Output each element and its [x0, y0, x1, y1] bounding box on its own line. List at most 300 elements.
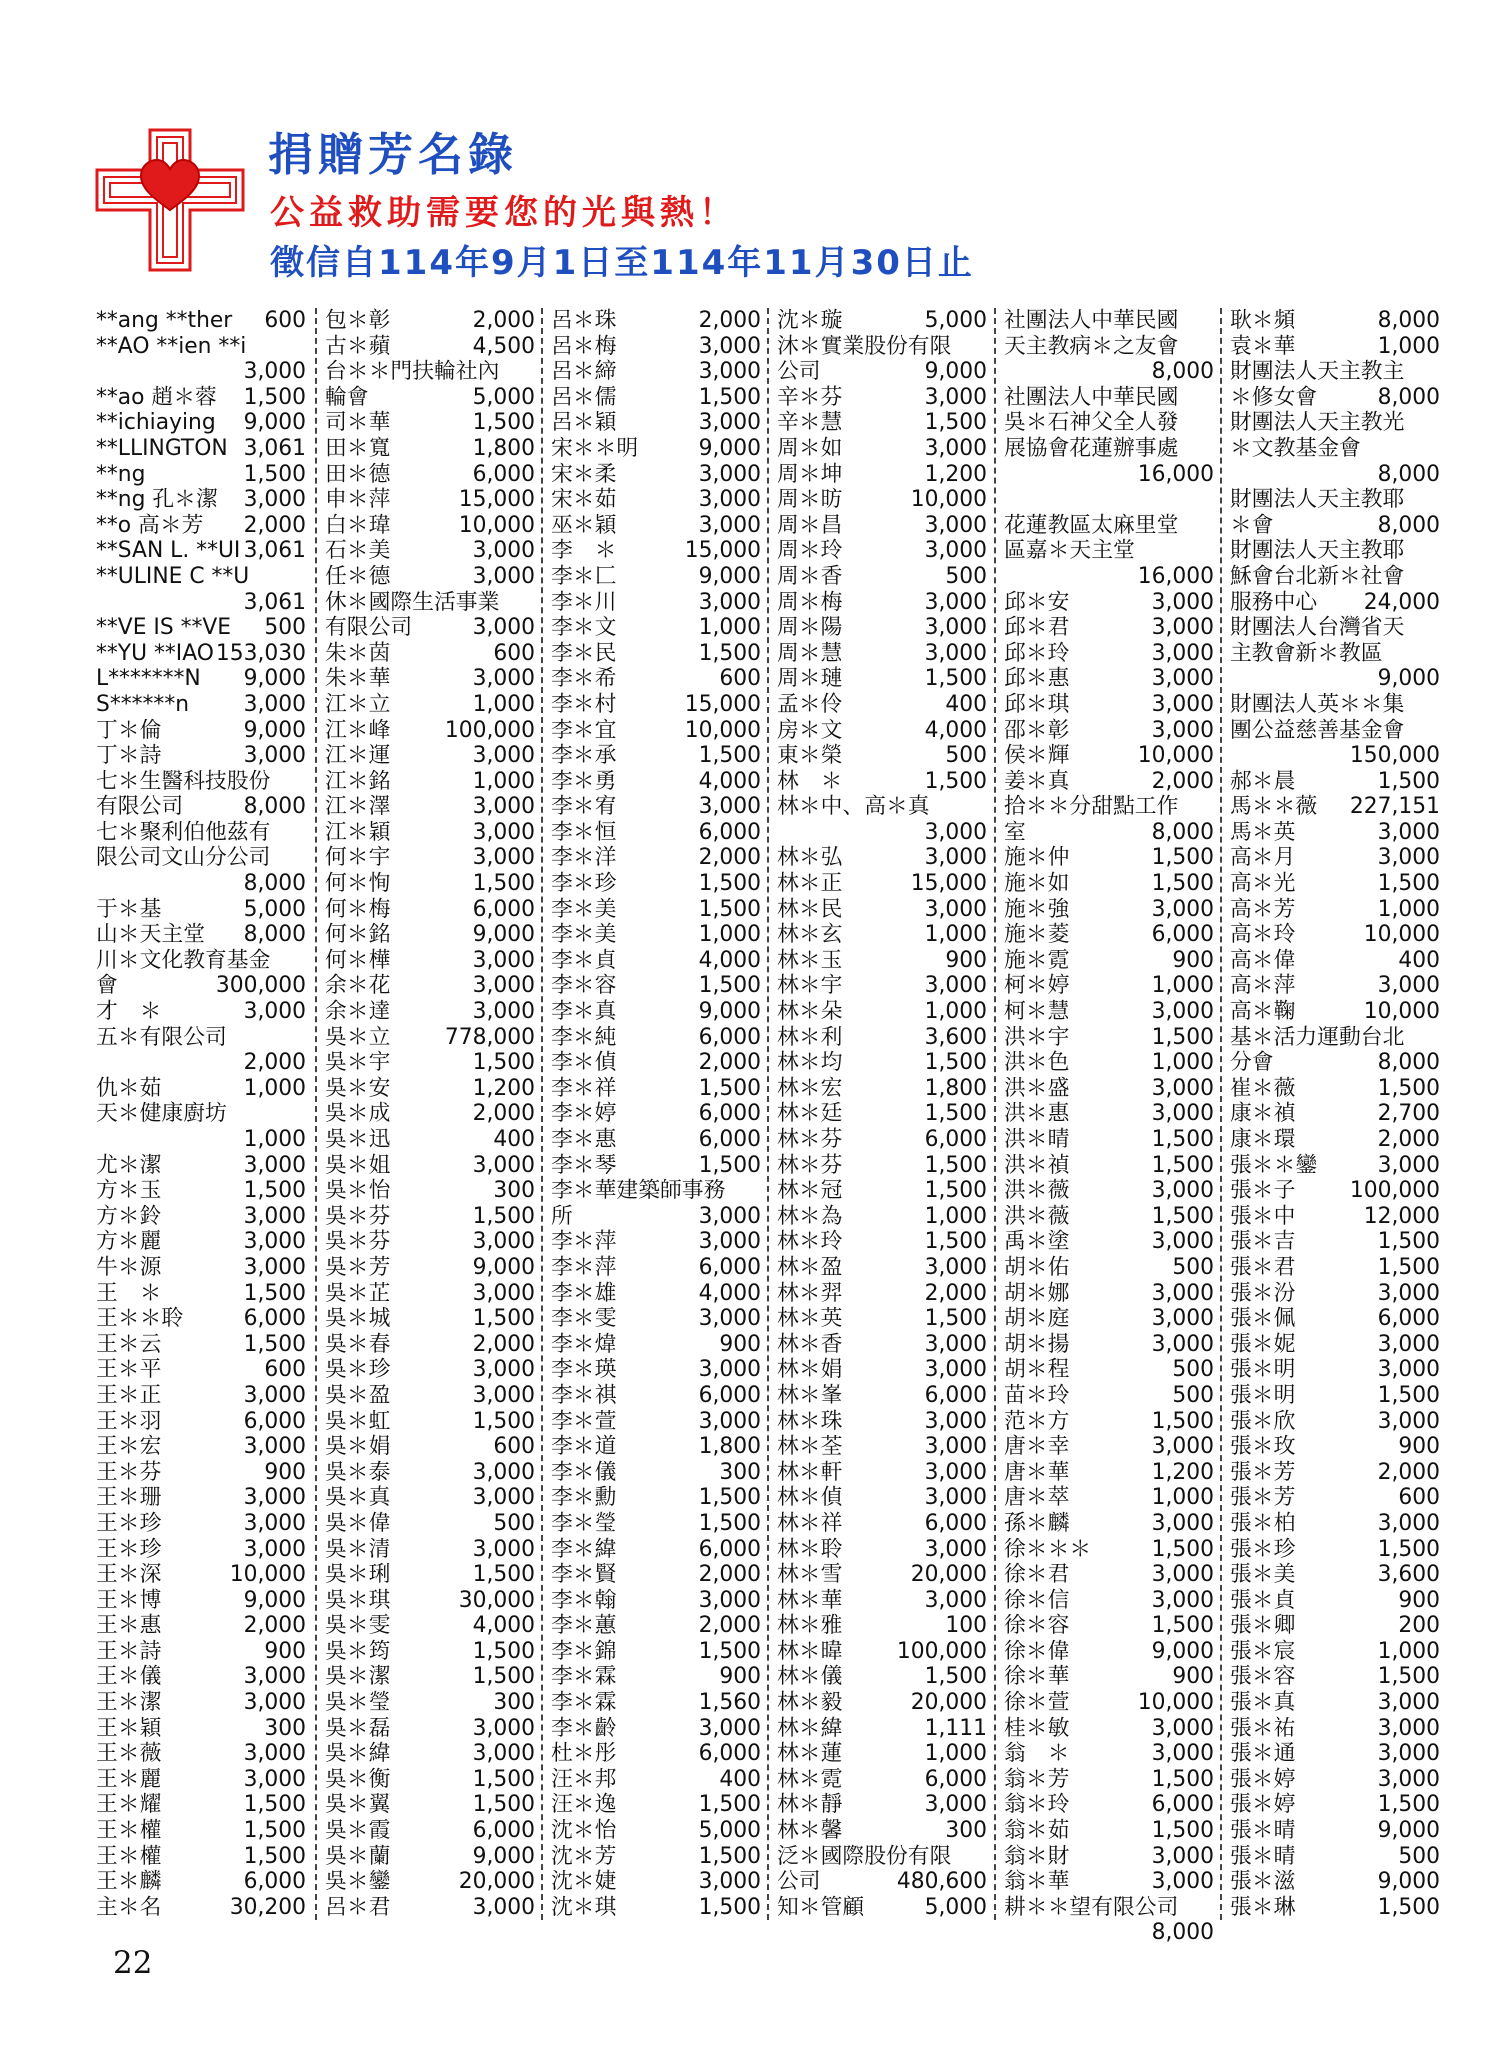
donor-row — [325, 666, 535, 692]
donor-row — [1004, 538, 1214, 564]
donor-row — [325, 1664, 535, 1690]
donor-row — [551, 462, 761, 488]
donor-row — [325, 820, 535, 846]
donor-name: 牛＊源 — [96, 1254, 162, 1280]
donor-row — [1230, 410, 1440, 436]
donor-name: 知＊管顧 — [777, 1894, 865, 1920]
donor-name: 林 ＊ — [777, 768, 843, 794]
donor-name: 張＊婷 — [1230, 1792, 1296, 1818]
donor-row — [325, 769, 535, 795]
donor-name: 財團法人天主教耶 — [1230, 538, 1405, 564]
donor-row — [1230, 436, 1440, 462]
donation-amount: 3,000 — [243, 1664, 306, 1690]
donation-amount: 5,000 — [924, 1894, 987, 1920]
donor-row — [1004, 1101, 1214, 1127]
donor-row — [96, 692, 306, 718]
donor-row — [777, 769, 987, 795]
donor-row — [96, 564, 306, 590]
donor-row — [325, 1434, 535, 1460]
donation-amount: 3,000 — [472, 563, 535, 589]
donor-name: 李＊齡 — [551, 1715, 617, 1741]
donor-row — [1004, 615, 1214, 641]
donor-name: 朱＊茵 — [325, 640, 391, 666]
donor-row — [1004, 1255, 1214, 1281]
donation-amount: 500 — [1172, 1382, 1214, 1408]
donor-row — [551, 436, 761, 462]
donor-row — [325, 1537, 535, 1563]
donor-name: 沈＊琪 — [551, 1894, 617, 1920]
donation-amount: 3,000 — [1151, 1434, 1214, 1460]
donor-row — [96, 1434, 306, 1460]
donor-row — [551, 410, 761, 436]
donor-row — [1004, 743, 1214, 769]
donor-name: 翁＊華 — [1004, 1869, 1070, 1895]
donor-name: 包＊彰 — [325, 308, 391, 333]
donor-name: 林＊玉 — [777, 947, 843, 973]
donor-name: 吳＊盈 — [325, 1382, 391, 1408]
donation-amount: 1,800 — [924, 1075, 987, 1101]
donation-amount: 1,000 — [1151, 1485, 1214, 1511]
donor-row — [1230, 999, 1440, 1025]
donor-name: 王＊詩 — [96, 1638, 162, 1664]
donation-amount: 1,000 — [924, 1203, 987, 1229]
donor-row — [325, 436, 535, 462]
donor-row — [1230, 1844, 1440, 1870]
donation-amount: 3,000 — [924, 1254, 987, 1280]
donation-amount: 600 — [493, 1434, 535, 1460]
donor-row — [96, 1613, 306, 1639]
donor-name: 李＊道 — [551, 1434, 617, 1460]
donor-name: 張＊芳 — [1230, 1485, 1296, 1511]
donor-row — [1230, 922, 1440, 948]
donor-row — [777, 1306, 987, 1332]
donor-row — [551, 1537, 761, 1563]
donor-row — [1230, 564, 1440, 590]
donor-name: **YU **IAO — [96, 640, 214, 666]
donation-amount: 3,000 — [472, 1485, 535, 1511]
donor-row — [551, 1229, 761, 1255]
donation-amount: 9,000 — [1377, 1869, 1440, 1895]
donation-amount: 500 — [945, 743, 987, 769]
donation-amount: 100,000 — [896, 1638, 987, 1664]
donor-name: 李＊婷 — [551, 1101, 617, 1127]
donor-name: 馬＊英 — [1230, 819, 1296, 845]
donor-row — [96, 538, 306, 564]
donor-name: 李＊恒 — [551, 819, 617, 845]
donation-amount: 2,000 — [698, 845, 761, 871]
donor-name: 方＊玉 — [96, 1178, 162, 1204]
donor-row — [1004, 820, 1214, 846]
donor-row — [777, 410, 987, 436]
donation-amount: 3,000 — [698, 1869, 761, 1895]
donor-name: 翁＊芳 — [1004, 1766, 1070, 1792]
donation-amount: 3,000 — [698, 1229, 761, 1255]
donation-amount: 3,000 — [243, 691, 306, 717]
donor-row — [1004, 948, 1214, 974]
donor-name: 邵＊彰 — [1004, 717, 1070, 743]
donor-name: 邱＊惠 — [1004, 666, 1070, 692]
donor-name: 白＊瑋 — [325, 512, 391, 538]
donor-row — [777, 1050, 987, 1076]
donor-row — [551, 1792, 761, 1818]
donor-row — [551, 769, 761, 795]
donor-name: **ao 趙＊蓉 — [96, 384, 217, 410]
donor-row — [1004, 1485, 1214, 1511]
donation-amount: 8,000 — [243, 871, 306, 897]
donation-amount: 3,000 — [243, 1536, 306, 1562]
donation-amount: 15,000 — [684, 538, 761, 564]
donor-name: 何＊銘 — [325, 922, 391, 948]
donor-row — [777, 1895, 987, 1921]
donor-row — [325, 385, 535, 411]
donor-name: 林＊宇 — [777, 973, 843, 999]
donation-amount: 1,000 — [924, 1741, 987, 1767]
donor-name: 李＊宜 — [551, 717, 617, 743]
donor-name: 桂＊敏 — [1004, 1715, 1070, 1741]
donor-name: 禹＊塗 — [1004, 1229, 1070, 1255]
donor-row — [551, 1511, 761, 1537]
donor-row — [551, 1741, 761, 1767]
donation-amount: 6,000 — [924, 1382, 987, 1408]
donor-row — [96, 334, 306, 360]
donor-row — [96, 1229, 306, 1255]
donor-row — [96, 1050, 306, 1076]
donation-amount: 1,000 — [698, 922, 761, 948]
donation-amount: 3,000 — [1151, 1306, 1214, 1332]
donation-amount: 3,000 — [698, 1306, 761, 1332]
donation-amount: 1,500 — [472, 1664, 535, 1690]
donation-amount: 3,061 — [243, 589, 306, 615]
donor-name: 林＊馨 — [777, 1818, 843, 1844]
donor-name: 李＊純 — [551, 1024, 617, 1050]
donor-name: 孟＊伶 — [777, 691, 843, 717]
donation-amount: 10,000 — [1363, 922, 1440, 948]
donor-row — [96, 1844, 306, 1870]
donation-amount: 1,200 — [924, 461, 987, 487]
donor-row — [1230, 769, 1440, 795]
donation-amount: 3,000 — [924, 819, 987, 845]
donation-amount: 6,000 — [472, 896, 535, 922]
donor-name: 何＊梅 — [325, 896, 391, 922]
donor-row — [325, 410, 535, 436]
donor-row — [551, 1332, 761, 1358]
donor-name: 沈＊婕 — [551, 1869, 617, 1895]
donor-row — [777, 1844, 987, 1870]
donor-row — [1230, 590, 1440, 616]
donor-name: 施＊如 — [1004, 871, 1070, 897]
donation-amount: 8,000 — [1377, 308, 1440, 333]
donor-name: 吳＊成 — [325, 1101, 391, 1127]
donor-name: S******n — [96, 691, 190, 717]
donor-row — [325, 334, 535, 360]
donor-row — [1004, 436, 1214, 462]
donor-row — [96, 1460, 306, 1486]
donor-row — [1004, 513, 1214, 539]
donor-row — [1230, 462, 1440, 488]
donation-amount: 1,500 — [698, 1792, 761, 1818]
donor-name: 吳＊宇 — [325, 1050, 391, 1076]
donor-column — [1004, 308, 1214, 1946]
donor-row — [777, 1485, 987, 1511]
donor-row — [325, 1716, 535, 1742]
donor-row — [1230, 1101, 1440, 1127]
donor-name: 林＊儀 — [777, 1664, 843, 1690]
donation-amount: 1,500 — [1151, 1024, 1214, 1050]
donor-row — [551, 359, 761, 385]
donor-row — [1004, 1434, 1214, 1460]
donor-row — [777, 845, 987, 871]
donor-column — [551, 308, 761, 1920]
donor-name: 江＊立 — [325, 691, 391, 717]
donor-row — [1230, 666, 1440, 692]
donation-amount: 3,000 — [472, 973, 535, 999]
donation-amount: 150,000 — [1349, 743, 1440, 769]
donation-amount: 3,000 — [698, 333, 761, 359]
donor-row — [1004, 1741, 1214, 1767]
donor-name: 邱＊琪 — [1004, 691, 1070, 717]
donor-name: 房＊文 — [777, 717, 843, 743]
donor-name: 李＊珍 — [551, 871, 617, 897]
donation-amount: 1,500 — [1377, 1664, 1440, 1690]
donor-row — [325, 922, 535, 948]
donor-name: 李＊蕙 — [551, 1613, 617, 1639]
donor-row — [1004, 1127, 1214, 1153]
donor-row — [777, 359, 987, 385]
donor-name: 公司 — [777, 359, 821, 385]
donor-name: 石＊美 — [325, 538, 391, 564]
donation-amount: 1,500 — [1151, 871, 1214, 897]
donor-row — [551, 666, 761, 692]
donation-amount: 200 — [1398, 1613, 1440, 1639]
donor-name: 李＊美 — [551, 896, 617, 922]
donor-row — [777, 666, 987, 692]
donor-row — [96, 1639, 306, 1665]
donor-name: 江＊澤 — [325, 794, 391, 820]
donor-row — [1230, 1383, 1440, 1409]
donor-name: 林＊玄 — [777, 922, 843, 948]
donation-amount: 3,000 — [243, 1382, 306, 1408]
donor-row — [325, 1357, 535, 1383]
donor-name: 林＊為 — [777, 1203, 843, 1229]
donor-row — [1230, 513, 1440, 539]
donor-name: 張＊君 — [1230, 1254, 1296, 1280]
donation-amount: 153,030 — [215, 640, 306, 666]
donation-amount: 3,000 — [698, 487, 761, 513]
donor-row — [777, 1076, 987, 1102]
donor-name: 汪＊邦 — [551, 1766, 617, 1792]
donation-amount: 500 — [945, 563, 987, 589]
donation-amount: 8,000 — [1151, 359, 1214, 385]
donation-amount: 3,000 — [243, 1254, 306, 1280]
donor-name: 呂＊締 — [551, 359, 617, 385]
donor-row — [1230, 1050, 1440, 1076]
donor-row — [1230, 385, 1440, 411]
donor-row — [96, 718, 306, 744]
donor-name: ＊修女會 — [1230, 384, 1318, 410]
donor-row — [325, 513, 535, 539]
donor-row — [1004, 692, 1214, 718]
donor-row — [551, 1025, 761, 1051]
donor-row — [1230, 1895, 1440, 1921]
donation-amount: 1,500 — [1151, 1203, 1214, 1229]
donor-row — [551, 794, 761, 820]
donor-row — [1004, 1767, 1214, 1793]
donation-amount: 3,000 — [1377, 1715, 1440, 1741]
donor-row — [1004, 1716, 1214, 1742]
donation-amount: 9,000 — [698, 435, 761, 461]
donor-row — [96, 845, 306, 871]
donor-column — [96, 308, 306, 1920]
donation-amount: 3,000 — [1377, 1280, 1440, 1306]
donor-row — [96, 743, 306, 769]
donor-row — [551, 1869, 761, 1895]
donor-name: 胡＊庭 — [1004, 1306, 1070, 1332]
donation-amount: 3,000 — [1151, 1331, 1214, 1357]
donation-amount: 3,000 — [472, 1280, 535, 1306]
donation-amount: 6,000 — [698, 819, 761, 845]
donor-name: 主＊名 — [96, 1894, 162, 1920]
donation-amount: 1,500 — [1151, 845, 1214, 871]
donor-row — [325, 462, 535, 488]
donor-name: 李＊川 — [551, 589, 617, 615]
donation-amount: 500 — [493, 1510, 535, 1536]
donation-amount: 9,000 — [472, 1254, 535, 1280]
donation-amount: 2,000 — [698, 308, 761, 333]
donor-row — [96, 871, 306, 897]
donation-amount: 1,500 — [472, 871, 535, 897]
donor-name: **ichiaying — [96, 410, 216, 436]
donor-name: 李＊緯 — [551, 1536, 617, 1562]
donor-name: 方＊鈴 — [96, 1203, 162, 1229]
donor-name: 張＊中 — [1230, 1203, 1296, 1229]
donor-row — [1230, 1357, 1440, 1383]
donor-row — [1230, 1460, 1440, 1486]
donor-row — [1230, 359, 1440, 385]
donor-row — [96, 948, 306, 974]
donor-name: 徐＊信 — [1004, 1587, 1070, 1613]
donation-amount: 1,500 — [1151, 1766, 1214, 1792]
donation-amount: 6,000 — [243, 1306, 306, 1332]
donor-name: 林＊雅 — [777, 1613, 843, 1639]
donation-amount: 3,000 — [472, 1459, 535, 1485]
donation-amount: 3,000 — [243, 1690, 306, 1716]
donor-row — [325, 1306, 535, 1332]
donation-amount: 10,000 — [910, 487, 987, 513]
donor-row — [1230, 1690, 1440, 1716]
donor-name — [1004, 487, 1214, 513]
donor-row — [551, 1460, 761, 1486]
donor-name: 張＊欣 — [1230, 1408, 1296, 1434]
donation-amount: 5,000 — [243, 896, 306, 922]
donation-amount: 1,000 — [1151, 973, 1214, 999]
donation-amount: 1,500 — [1151, 1152, 1214, 1178]
donation-amount: 1,560 — [698, 1690, 761, 1716]
donor-name: 財團法人天主教光 — [1230, 410, 1405, 436]
donor-row — [551, 590, 761, 616]
donation-amount: 3,000 — [472, 1152, 535, 1178]
donor-name: 江＊峰 — [325, 717, 391, 743]
donor-name: 王＊穎 — [96, 1715, 162, 1741]
donation-amount: 10,000 — [684, 717, 761, 743]
donation-amount: 600 — [264, 1357, 306, 1383]
donor-row — [777, 334, 987, 360]
donation-amount: 2,000 — [243, 1613, 306, 1639]
donation-amount: 1,000 — [924, 999, 987, 1025]
donor-row — [1004, 1281, 1214, 1307]
donor-name: 張＊子 — [1230, 1178, 1296, 1204]
donation-amount: 2,000 — [1377, 1127, 1440, 1152]
donation-amount: 2,000 — [1151, 768, 1214, 794]
donor-name: 吳＊怡 — [325, 1178, 391, 1204]
donation-amount: 3,000 — [1151, 666, 1214, 692]
donor-name: 吳＊蘭 — [325, 1843, 391, 1869]
donation-amount: 900 — [264, 1459, 306, 1485]
donor-row — [551, 385, 761, 411]
donation-amount: 3,000 — [243, 743, 306, 769]
donor-name: 展協會花蓮辦事處 — [1004, 435, 1179, 461]
donor-name: 林＊芬 — [777, 1127, 843, 1152]
donor-name: 仇＊茹 — [96, 1075, 162, 1101]
donor-name: 川＊文化教育基金 — [96, 947, 271, 973]
donor-name: 辛＊芬 — [777, 384, 843, 410]
donor-name: 林＊華 — [777, 1587, 843, 1613]
donor-row — [551, 948, 761, 974]
donor-row — [777, 1383, 987, 1409]
donor-row — [96, 1204, 306, 1230]
donation-amount: 1,500 — [698, 1894, 761, 1920]
donation-amount: 900 — [1398, 1434, 1440, 1460]
donor-row — [777, 1127, 987, 1153]
donor-name: **LLINGTON — [96, 435, 228, 461]
donation-amount: 3,000 — [1377, 1357, 1440, 1383]
donation-amount: 1,800 — [472, 435, 535, 461]
donor-name: 團公益慈善基金會 — [1230, 717, 1405, 743]
donor-name: 吳＊鑾 — [325, 1869, 391, 1895]
donor-row — [551, 641, 761, 667]
donation-amount: 3,000 — [472, 1357, 535, 1383]
donor-name: 基＊活力運動台北 — [1230, 1024, 1405, 1050]
donor-row — [777, 1153, 987, 1179]
donor-row — [325, 1383, 535, 1409]
donor-row — [551, 922, 761, 948]
donor-row — [1230, 718, 1440, 744]
donor-name: 林＊芬 — [777, 1152, 843, 1178]
donation-amount: 3,000 — [472, 1715, 535, 1741]
donation-amount: 5,000 — [472, 384, 535, 410]
donor-list — [96, 308, 1440, 1946]
donation-amount: 10,000 — [1137, 743, 1214, 769]
donor-row — [777, 538, 987, 564]
donation-amount: 3,000 — [1151, 1229, 1214, 1255]
donation-amount: 900 — [1172, 1664, 1214, 1690]
donation-amount: 6,000 — [698, 1536, 761, 1562]
donor-name: 康＊禎 — [1230, 1101, 1296, 1127]
donor-name: 洪＊惠 — [1004, 1101, 1070, 1127]
donor-name: 尤＊潔 — [96, 1152, 162, 1178]
donor-name: 張＊貞 — [1230, 1587, 1296, 1613]
donation-amount: 3,000 — [1151, 691, 1214, 717]
donor-row — [551, 1434, 761, 1460]
donor-row — [1004, 1920, 1214, 1946]
donation-amount: 3,000 — [1151, 589, 1214, 615]
donor-row — [325, 1639, 535, 1665]
cross-heart-logo — [95, 128, 245, 272]
donor-name: 李＊偵 — [551, 1050, 617, 1076]
donor-name: 吳＊磊 — [325, 1715, 391, 1741]
donor-row — [1004, 462, 1214, 488]
donation-amount: 3,000 — [472, 819, 535, 845]
donation-amount: 1,000 — [1377, 896, 1440, 922]
